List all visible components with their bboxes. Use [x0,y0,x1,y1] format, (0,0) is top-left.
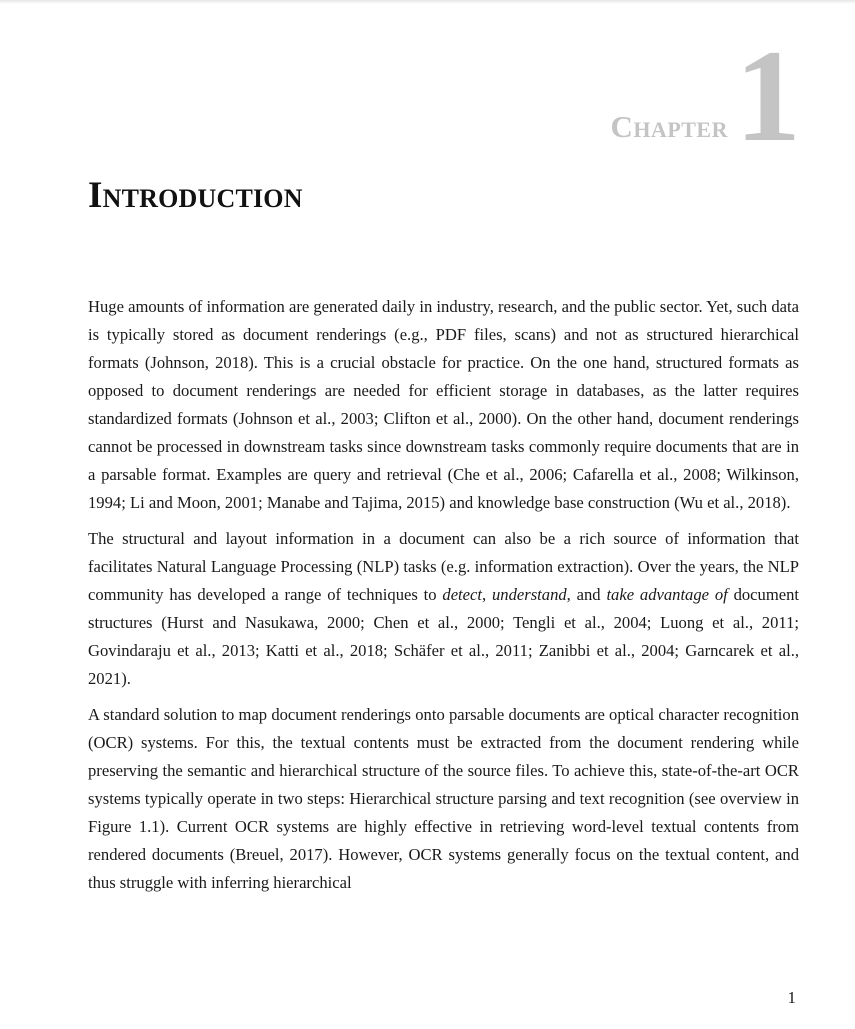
chapter-title: Introduction [88,175,303,216]
paragraph-3: A standard solution to map document renderings onto parsable documents are optical character recognition (OCR) systems. For this, the textual contents must be extracted from the document rendering while preserving the semantic and hierarchical structure of the source files. To achieve this, state-of-the-art OCR systems typically operate in two steps: Hierarchical structure parsing and text recognition (see overview in Figure 1.1). Current OCR systems are highly effective in retrieving word-level textual contents from rendered documents (Breuel, 2017). However, OCR systems generally focus on the textual content, and thus struggle with inferring hierarchical [88,705,799,892]
emphasis-take-advantage-of: take advantage of [606,585,728,604]
paragraph-2-text-b: , [482,585,492,604]
paragraph-1: Huge amounts of information are generated daily in industry, research, and the public sector. Yet, such data is typically stored as document renderings (e.g., PDF files, scans) and not as structured hierarchical formats (Johnson, 2018). This is a crucial obstacle for practice. On the one hand, structured formats as opposed to document renderings are needed for efficient storage in databases, as the latter requires standardized formats (Johnson et al., 2003; Clifton et al., 2000). On the other hand, document renderings cannot be processed in downstream tasks since downstream tasks commonly require documents that are in a parsable format. Examples are query and retrieval (Che et al., 2006; Cafarella et al., 2008; Wilkinson, 1994; Li and Moon, 2001; Manabe and Tajima, 2015) and knowledge base construction (Wu et al., 2018). [88,297,799,512]
chapter-label: Chapter [610,109,728,144]
page-top-edge [0,0,855,4]
emphasis-understand: understand [492,585,567,604]
body-text [88,293,799,905]
paragraph-2-text-a: The structural and layout information in a document can also be a rich source of information that facilitates Natural Language Processing (NLP) tasks (e.g. information extraction). Over the years, the NLP community has developed a range of techniques to [88,529,799,604]
paragraph-2-text-c: , and [566,585,607,604]
chapter-number: 1 [735,22,801,169]
paragraph-2 [88,525,799,693]
emphasis-detect: detect [442,585,483,604]
page-number: 1 [787,988,796,1007]
paragraph-2-text-d: document structures (Hurst and Nasukawa, 2000; Chen et al., 2000; Tengli et al., 2004; Luong et al., 2011; Govindaraju et al., 2013; Katti et al., 2018; Schäfer et al., 2011; Zanibbi et al., 2004; Garncarek et al., 2021). [88,585,800,688]
